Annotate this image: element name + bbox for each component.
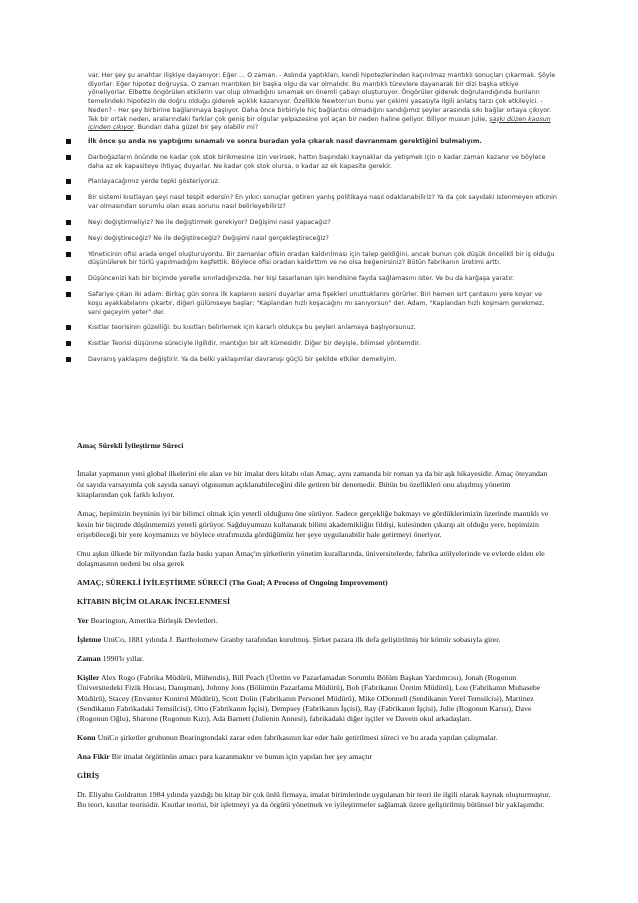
bullet-item [66,154,558,171]
yer-line [77,616,553,626]
bullet-square-icon [66,325,71,330]
bullet-item [66,291,558,317]
zaman-line [77,654,553,664]
zaman-label: Zaman [77,653,101,663]
bullet-text: Yöneticinin ofisi arada engel oluşturuyordu. Bir zamanlar ofisin oradan kaldırılması için talep geldiğini, ancak bunun çok düşük öncelikli bir iş olduğu düşünülerek bir türlü yapılmadığını keşfettik. Böylece ofisi oradan kaldırttım ve ne olsa beğenirsiniz? Bütün fabrikanın üretimi arttı. [88,250,555,267]
bullet-text: Davranış yaklaşımı değiştirir. Ya da belki yaklaşımlar davranışı güçlü bir şekilde etkiler demeliyim. [88,356,397,364]
bullet-text: Düşüncenizi katı bir biçimde yerelle sınırladığınızda, her kişi tasarlanan işin kendisine fayda sağlamasını ister. Ve bu da karğaşa yaratır. [88,275,515,283]
bullet-square-icon [66,195,71,200]
paragraph-2: Amaç, hepimizin beyninin iyi bir bilimci olmak için yeterli olduğunu öne sürüyor. Sadece gerçekliğe bakmayı ve gördüklerimizin üzerinde mantıklı ve kesin bir biçimde düşünmemizi yeterli görüyor. Sağduyumuzu kullanarak bilimi akademikliğin fildişi, kulesinden çıkarıp ait olduğu yere, hepimizin erişebileceği bir yere koymamızı ve böylece etrafımızda gördüğümüz her şeye uygulanabilir hale getirmeyi öneriyor. [77,509,549,539]
yer-text: Bearington, Amerika Birleşik Devletleri. [88,615,218,625]
konu-label: Konu [77,733,96,743]
bullet-square-icon [66,220,71,225]
bullet-square-icon [66,139,71,144]
ana-fikir-line [77,752,553,762]
bullet-square-icon [66,276,71,281]
intro-paragraph [88,72,558,133]
bullet-square-icon [66,292,71,297]
paragraph-1: İmalat yapmanın yeni global ilkelerini ele alan ve bir imalat ders kitabı olan Amaç, aynı zamanda bir roman ya da bir aşk hikayesidir. Amaç öteyandan öz sayıda varsayımla çok sayıda sanayi olgusunun açıklanabileceğini dile getiren bir denemedir. Bütün bu özellikleri onu alışılmış yönetim kitaplarından çok farklı kılıyor. [77,469,548,500]
bullet-square-icon [66,252,71,257]
giris-paragraph: Dr. Eliyahu Goldrattın 1984 yılında yazdığı bu kitap bir çok ünlü firmaya, imalat birimlerinde uygulanan bir teori ile ilgili olarak kaynak oluşturmuştur. Bu teori, kısıtlar teorisidir. Kısıtlar teorisi, bir işletmeyi ya da örgütü yönetmek ve iyileştirmeler sağlamak üzere geliştirilmiş bütünsel bir yaklaşımdır. [77,789,551,810]
bullet-square-icon [66,357,71,362]
konu-line [77,733,553,743]
giris-heading: GİRİŞ [77,771,100,781]
isletme-label: İşletme [77,634,102,644]
isletme-text: UniCo, 1881 yılında J. Bartholomew Granby tarafından kurulmuş. Şirket pazara ilk defa geliştirilmiş bir kömür sobasıyla girer. [101,634,501,644]
bullet-text: İlk önce şu anda ne yaptığımı sınamalı ve sonra buradan yola çıkarak nasıl davranmam gerektiğini bulmalıyım. [88,137,482,145]
bullet-text: Neyi değiştireceğiz? Ne ile değiştireceğiz? Değişimi nasıl gerçekleştireceğiz? [88,234,329,242]
kisiler-label: Kişiler [77,672,100,682]
lower-section [77,441,553,819]
bullet-text: Kısıtlar teorisinin güzelliği: bu kısıtları belirlemek için kararlı oldukça bu şeyleri anlamaya başlıyorsunuz. [88,324,416,332]
bullet-item [66,178,558,187]
bullet-item [66,235,558,244]
isletme-line [77,635,553,645]
bullet-text: Planlayacağımız yerde tepki gösteriyoruz. [88,178,220,186]
bullet-item [66,219,558,228]
kisiler-text: Alex Rogo (Fabrika Müdürü, Mühendis), Bill Peach (Üretim ve Pazarlamadan Sorumlu Bölüm Başkan Yardımcısı), Jonah (Rogonun Üniversitedeki Fizik Hocası, Danışman), Johnny Jons (Bölümün Pazarlama Müdürü), Bob (Fabrikanın Üretim Müdürü), Lou (Fabrikanın Muhasebe Müdürü), Stacey (Envanter Kontrol Müdürü), Scott Dolin (Fabrikanın Personel Müdürü), Mike ODonnell (Sendikanın Yerel Temsilcisi), Martinez (Sendikanın Fabrikadaki Temsilcisi), Otto (Fabrikanın İşçisi), Dempsey (Fabrikanın İşçisi), Ray (Fabrikanın İşçisi), Julie (Rogonun Karısı), Dave (Rogonun Oğlu), Sharone (Rogonun Kızı), Ada Barnett (Julienin Annesi), fabrikadaki diğer işçiler ve Davein okul arkadaşları. [77,672,541,724]
yer-label: Yer [77,615,89,625]
bullet-square-icon [66,155,71,160]
top-section [66,72,558,372]
intro-text-end: . Bundan daha güzel bir şey olabilir mi? [133,124,259,132]
bullet-item [66,324,558,333]
zaman-text: 1990'lı yıllar. [100,653,145,663]
bullet-square-icon [66,236,71,241]
bullet-square-icon [66,179,71,184]
ana-fikir-text: Bir imalat örgütünün amacı para kazanmaktır ve bunun için yapılan her şey amaçtır [109,752,373,762]
bullet-item [66,251,558,268]
bullet-item [66,138,558,147]
bullet-square-icon [66,341,71,346]
paragraph-3: Onu aşkın ülkede bir milyondan fazla baskı yapan Amaç'ın şirketlerin yönetim kurallarında, üniversitelerde, fabrika atölyelerinde ve evlerde elden ele dolaşmasının nedeni bu olsa gerek [77,548,545,569]
bullet-item [66,340,558,349]
bullet-item [66,275,558,284]
bullet-text: Kısıtlar Teorisi düşünme süreciyle ilgilidir, mantığın bir alt kümesidir. Diğer bir deyişle, bilimsel yöntemdir. [88,340,421,348]
heading-amac: AMAÇ; SÜREKLİ İYİLEŞTİRME SÜRECİ (The Goal; A Process of Ongoing Improvement) [77,578,388,588]
bullet-item [66,356,558,365]
bullet-text: Darboğazların önünde ne kadar çok stok birikmesine izin verirsek, hattın başındaki kaynaklar da yetişmek için o kadar zaman kazanır ve böylece daha az ek kapasiteye ihtiyaç duyarlar. Ne kadar çok stok olursa, o kadar az ek kapasite gerekir. [88,153,546,170]
heading-kitap-bicim: KİTABIN BİÇİM OLARAK İNCELENMESİ [77,597,231,607]
intro-underlined-text: şaşkı düzen kaosun içinden çıkıyor [88,115,551,132]
bullet-text: Neyi değiştirmeliyiz? Ne ile değiştirmek gerekiyor? Değişimi nasıl yapacağız? [88,218,331,226]
bullet-list [66,138,558,365]
kisiler-paragraph [77,673,553,725]
bullet-item [66,194,558,211]
bullet-text: Safariye çıkan iki adam: Birkaç gün sonra ilk kaplanın sesini duyarlar ama fişekleri unuttuklarını görürler. Biri hemen sırt çantasını yere koyar ve koşu ayakkabılarını çıkartır, diğeri gülümseye başlar: "Kaplandan hızlı koşacağını mı sanıyorsun" der. Adam, "Kaplandan hızlı koşmam gerekmez, seni geçeyim yeter" der. [88,291,545,316]
intro-text: var. Her şey şu anahtar ilişkiye dayanıyor: Eğer … O zaman. - Aslında yaptıkları, kendi hipotezlerinden kaçınılmaz mantıklı sonuçları çıkarmak. Şöyle diyorlar: Eğer hipotez doğruysa, O zaman mantıken bir başka olgu da var olmalıdır. Bu mantıklı türevlere dayanarak bir dizi başka etkiye yöneliyorlar. Elbette öngörülen etkilerin var olup olmadığını sınamak en önemli çabayı oluşturuyor. Öngörüler giderek doğrulandığında bunların temelindeki hipotezin de doğru olduğu giderek açıklık kazanıyor. Özellikle Newton'un bunu yer çekimi yasasıyla ilgili anlatış tarzı çok etkileyici. - Neden? - Her şey birbirine bağlanmaya başlıyor. Daha önce birbiriyle hiç bağlantısı olmadığını sandığımız şeyler arasında sıkı bağlar ortaya çıkıyor. Tek bir ortak neden, aralarındaki farklar çok geniş bir olgular yelpazesine yol açan bir neden haline geliyor. Biliyor musun Julie, [88,72,556,123]
section-title: Amaç Sürekli İyileştirme Süreci [77,441,184,450]
konu-text: UniCo şirketler grubunun Bearingtondaki zarar eden fabrikasının kar eder hale getirilmesi süreci ve bu arada yapılan çalışmalar. [95,733,498,743]
ana-fikir-label: Ana Fikir [77,752,110,762]
bullet-text: Bir sistemi kısıtlayan şeyi nasıl tespit edersin? En yıkıcı sonuçlar getiren yanlış politikaya nasıl odaklanabiliriz? Ya da çok sayıdaki istenmeyen etkinin var olmasından sorumlu olan esas sorunu nasıl belirleyebiliriz? [88,194,557,210]
